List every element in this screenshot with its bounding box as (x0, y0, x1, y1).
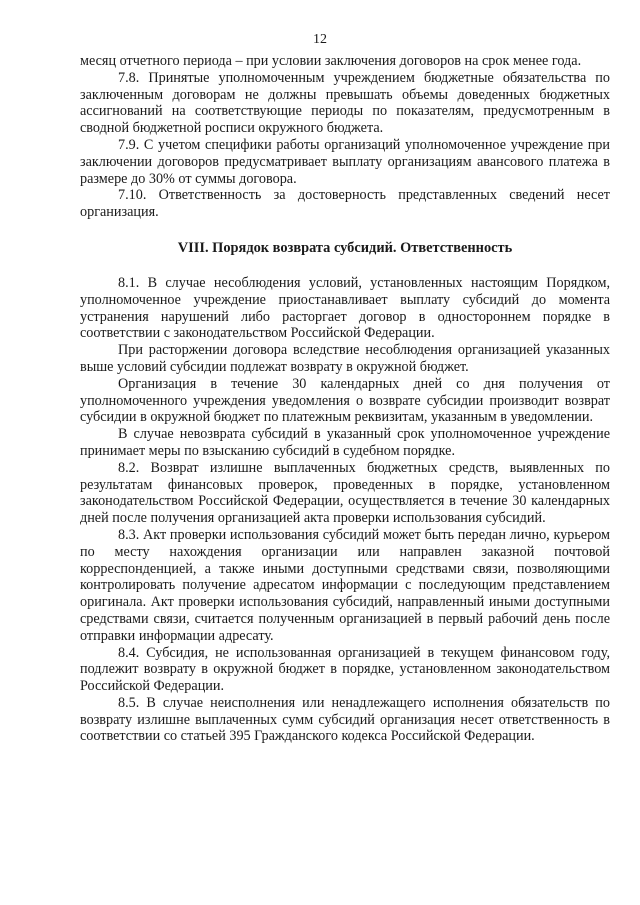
paragraph-8-2: 8.2. Возврат излишне выплаченных бюджетных средств, выявленных по результатам финансовых проверок, проведенных в порядке, установленном законодательством Российской Федерации, осуществляется в течение 30 календарных дней после получения организацией акта проверки использования субсидий. (80, 459, 610, 527)
paragraph-8-1-court: В случае невозврата субсидий в указанный срок уполномоченное учреждение принимает меры по взысканию субсидий в судебном порядке. (80, 426, 610, 459)
paragraph-8-1: 8.1. В случае несоблюдения условий, установленных настоящим Порядком, уполномоченное учреждение приостанавливает выплату субсидий до момента устранения нарушений либо расторгает договор в одностороннем порядке в соответствии с законодательством Российской Федерации. (80, 274, 610, 342)
paragraph-8-4: 8.4. Субсидия, не использованная организацией в текущем финансовом году, подлежит возврату в окружной бюджет в порядке, установленном законодательством Российской Федерации. (80, 644, 610, 695)
paragraph-8-3: 8.3. Акт проверки использования субсидий может быть передан лично, курьером по месту нахождения организации или направлен заказной почтовой корреспонденцией, а также иными доступными средствами связи, позволяющими контролировать получение адресатом информации с последующим представлением оригинала. Акт проверки использования субсидий, направленный иными доступными средствами связи, считается полученным организацией в первый рабочий день после отправки информации адресату. (80, 526, 610, 644)
paragraph-7-9: 7.9. С учетом специфики работы организаций уполномоченное учреждение при заключении договоров предусматривает выплату организациям авансового платежа в размере до 30% от суммы договора. (80, 136, 610, 187)
paragraph-8-5: 8.5. В случае неисполнения или ненадлежащего исполнения обязательств по возврату излишне выплаченных сумм субсидий организация несет ответственность в соответствии со статьей 395 Гражданского кодекса Российской Федерации. (80, 694, 610, 745)
page-number: 12 (313, 32, 327, 47)
paragraph-8-1-refund-term: Организация в течение 30 календарных дней со дня получения от уполномоченного учреждения уведомления о возврате субсидии производит возврат субсидии в окружной бюджет по платежным реквизитам, указанным в уведомлении. (80, 375, 610, 426)
paragraph-7-10: 7.10. Ответственность за достоверность представленных сведений несет организация. (80, 187, 610, 221)
paragraph-continuation: месяц отчетного периода – при условии заключения договоров на срок менее года. (80, 53, 582, 69)
paragraph-8-1-termination: При расторжении договора вследствие несоблюдения организацией указанных выше условий субсидии подлежат возврату в окружной бюджет. (80, 342, 610, 375)
document-body (80, 53, 610, 745)
paragraph-7-8: 7.8. Принятые уполномоченным учреждением бюджетные обязательства по заключенным договорам не должны превышать объемы доведенных бюджетных ассигнований на соответствующие периоды по показателям, предусмотренным в сводной бюджетной росписи окружного бюджета. (80, 69, 610, 137)
section-heading: VIII. Порядок возврата субсидий. Ответственность (177, 239, 513, 256)
